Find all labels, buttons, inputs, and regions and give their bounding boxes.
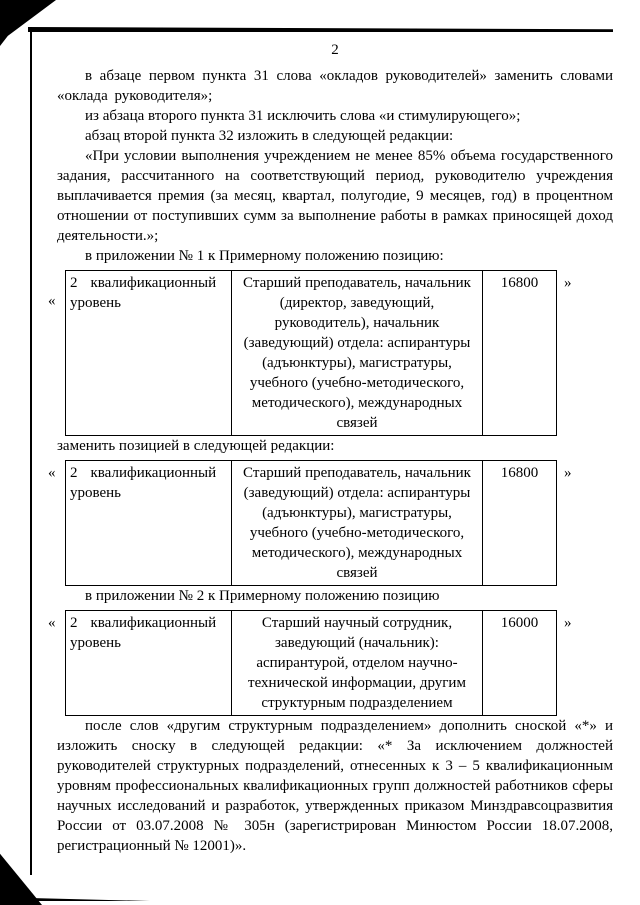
level-label: квалификационный уровень — [70, 615, 217, 651]
table-block-annex1-old — [48, 270, 613, 436]
position-cell: Старший преподаватель, начальник (директор, заведующий, руководитель), начальник (заведующий) отдела: аспирантуры (адъюнктуры), магистратуры, учебного (учебно-методического, методического), международных связей — [232, 271, 483, 436]
table-row — [66, 611, 557, 716]
salary-cell: 16000 — [483, 611, 557, 716]
qualification-level-cell — [66, 271, 232, 436]
level-number: 2 — [70, 465, 78, 481]
paragraph-annex2-intro: в приложении № 2 к Примерному положению позицию — [85, 588, 440, 604]
salary-table-annex2 — [65, 610, 557, 716]
table-row — [66, 271, 557, 436]
salary-table-annex1-old — [65, 270, 557, 436]
quote-open: « — [48, 615, 56, 631]
paragraph-annex1-intro: в приложении № 1 к Примерному положению позицию: — [85, 248, 444, 264]
quote-open: « — [48, 293, 56, 309]
quote-close: » — [564, 615, 572, 631]
position-cell: Старший научный сотрудник, заведующий (начальник): аспирантурой, отделом научно-технической информации, другим структурным подразделением — [232, 611, 483, 716]
scan-artifact-bottom-edge — [30, 898, 150, 901]
paragraph-amend-point31-first: в абзаце первом пункта 31 слова «окладов руководителей» заменить словами «оклада руководителя»; — [57, 68, 613, 104]
qualification-level-cell — [66, 461, 232, 586]
salary-cell: 16800 — [483, 461, 557, 586]
table-block-annex1-new — [48, 460, 613, 586]
paragraph-amend-point32: абзац второй пункта 32 изложить в следующей редакции: — [85, 128, 454, 144]
quote-open: « — [48, 465, 56, 481]
table-block-annex2 — [48, 610, 613, 716]
scan-artifact-left-edge — [30, 30, 32, 875]
level-label: квалификационный уровень — [70, 465, 217, 501]
qualification-level-cell — [66, 611, 232, 716]
quote-close: » — [564, 275, 572, 291]
level-number: 2 — [70, 275, 78, 291]
position-cell: Старший преподаватель, начальник (заведующий) отдела: аспирантуры (адъюнктуры), магистратуры, учебного (учебно-методического, методического), международных связей — [232, 461, 483, 586]
paragraph-point32-new-wording: «При условии выполнения учреждением не менее 85% объема государственного задания, рассчитанного на соответствующий период, руководителю учреждения выплачивается премия (за месяц, квартал, полугодие, 9 месяцев, год) в процентном отношении от поступивших сумм за выполнение работы в рамках приносящей доход деятельности.»; — [57, 148, 613, 244]
quote-close: » — [564, 465, 572, 481]
level-number: 2 — [70, 615, 78, 631]
page-number: 2 — [331, 42, 339, 58]
salary-cell: 16800 — [483, 271, 557, 436]
paragraph-replace-intro: заменить позицией в следующей редакции: — [57, 438, 335, 454]
salary-table-annex1-new — [65, 460, 557, 586]
paragraph-footnote-wording: после слов «другим структурным подразделением» дополнить сноской «*» и изложить сноску в следующей редакции: «* За исключением должностей руководителей структурных подразделений, отнесенных к 3 – 5 квалификационным уровням профессиональных квалификационных групп должностей работников сферы научных исследований и разработок, утвержденных приказом Минздравсоцразвития России от 03.07.2008 № 305н (зарегистрирован Минюстом России 18.07.2008, регистрационный № 12001)». — [57, 718, 613, 854]
level-label: квалификационный уровень — [70, 275, 217, 311]
table-row — [66, 461, 557, 586]
scan-artifact-bottom-left — [0, 848, 42, 905]
paragraph-amend-point31-second: из абзаца второго пункта 31 исключить слова «и стимулирующего»; — [85, 108, 521, 124]
